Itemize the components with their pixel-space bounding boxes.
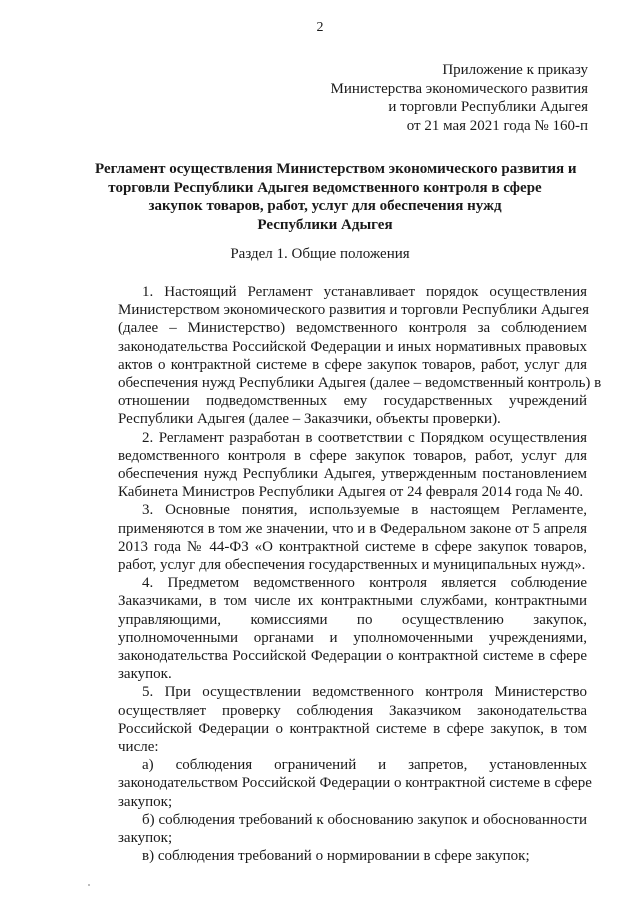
paragraph-line: ведомственного контроля в сфере закупок товаров, работ, услуг для (118, 447, 587, 464)
paragraph-line: числе: (118, 739, 159, 756)
paragraph (118, 811, 587, 847)
scan-artifact (88, 884, 90, 886)
paragraph (118, 283, 602, 429)
paragraph-line: Заказчиками, в том числе их контрактными службами, контрактными (118, 593, 587, 610)
appendix-line: Приложение к приказу (442, 62, 588, 78)
paragraph-line: б) соблюдения требований к обоснованию закупок и обоснованности (142, 811, 587, 828)
paragraph (118, 501, 587, 574)
paragraph-line: законодательства Российской Федерации о контрактной системе в сфере (118, 648, 587, 665)
paragraph-line: Министерством экономического развития и торговли Республики Адыгея (118, 302, 589, 319)
appendix-note (288, 61, 588, 135)
paragraph-line: закупок. (118, 666, 172, 683)
paragraph-line: закупок; (118, 830, 173, 847)
paragraph (118, 574, 587, 683)
page-number: 2 (316, 20, 324, 35)
paragraph-line: Республики Адыгея (далее – Заказчики, объекты проверки). (118, 411, 501, 428)
title-line: Регламент осуществления Министерством экономического развития и (95, 161, 577, 177)
paragraph-line: а) соблюдения ограничений и запретов, установленных (142, 757, 587, 774)
appendix-line: Министерства экономического развития (330, 80, 588, 97)
paragraph-line: 2013 года № 44-ФЗ «О контрактной системе в сфере закупок товаров, (118, 538, 587, 555)
title-line: торговли Республики Адыгея ведомственного контроля в сфере (108, 179, 542, 196)
paragraph-line: законодательством Российской Федерации о контрактной системе в сфере (118, 775, 592, 792)
paragraph-line: закупок; (118, 793, 173, 810)
paragraph-line: 2. Регламент разработан в соответствии с Порядком осуществления (142, 429, 587, 446)
paragraph-line: актов о контрактной системе в сфере закупок товаров, работ, услуг для (118, 356, 587, 373)
section-heading: Раздел 1. Общие положения (230, 246, 410, 262)
appendix-line: от 21 мая 2021 года № 160-п (406, 117, 588, 134)
paragraph-line: уполномоченными органами и уполномоченными учреждениями, (118, 629, 587, 646)
paragraph-line: работ, услуг для обеспечения государственных и муниципальных нужд». (118, 557, 586, 574)
paragraph-line: (далее – Министерство) ведомственного контроля за соблюдением (118, 320, 587, 337)
document-title (95, 160, 577, 234)
paragraph-line: применяются в том же значении, что и в Федеральном законе от 5 апреля (118, 520, 587, 537)
paragraph-line: осуществляет проверку соблюдения Заказчиком законодательства (118, 702, 587, 719)
paragraph-line: 4. Предметом ведомственного контроля является соблюдение (142, 575, 587, 592)
paragraph-line: обеспечения нужд Республики Адыгея (далее – ведомственный контроль) в (118, 375, 602, 392)
appendix-line: и торговли Республики Адыгея (388, 99, 588, 115)
paragraph-line: 3. Основные понятия, используемые в настоящем Регламенте, (142, 502, 587, 519)
paragraph-line: управляющими, комиссиями по осуществлению закупок, (118, 611, 587, 628)
paragraph-line: Российской Федерации о контрактной системе в сфере закупок, в том (118, 720, 587, 737)
title-line: закупок товаров, работ, услуг для обеспечения нужд (148, 198, 502, 214)
document-body (118, 283, 602, 866)
paragraph (118, 756, 592, 811)
paragraph (118, 683, 587, 756)
paragraph-line: 1. Настоящий Регламент устанавливает порядок осуществления (142, 284, 587, 300)
paragraph (118, 847, 587, 865)
paragraph-line: Кабинета Министров Республики Адыгея от 24 февраля 2014 года № 40. (118, 484, 584, 501)
title-line: Республики Адыгея (257, 216, 393, 233)
paragraph-line: в) соблюдения требований о нормировании в сфере закупок; (142, 848, 530, 865)
paragraph (118, 429, 587, 502)
paragraph-line: обеспечения нужд Республики Адыгея, утвержденным постановлением (118, 466, 587, 483)
paragraph-line: законодательства Российской Федерации и иных нормативных правовых (118, 338, 587, 355)
paragraph-line: отношении подведомственных ему государственных учреждений (118, 393, 587, 410)
paragraph-line: 5. При осуществлении ведомственного контроля Министерство (142, 684, 587, 701)
